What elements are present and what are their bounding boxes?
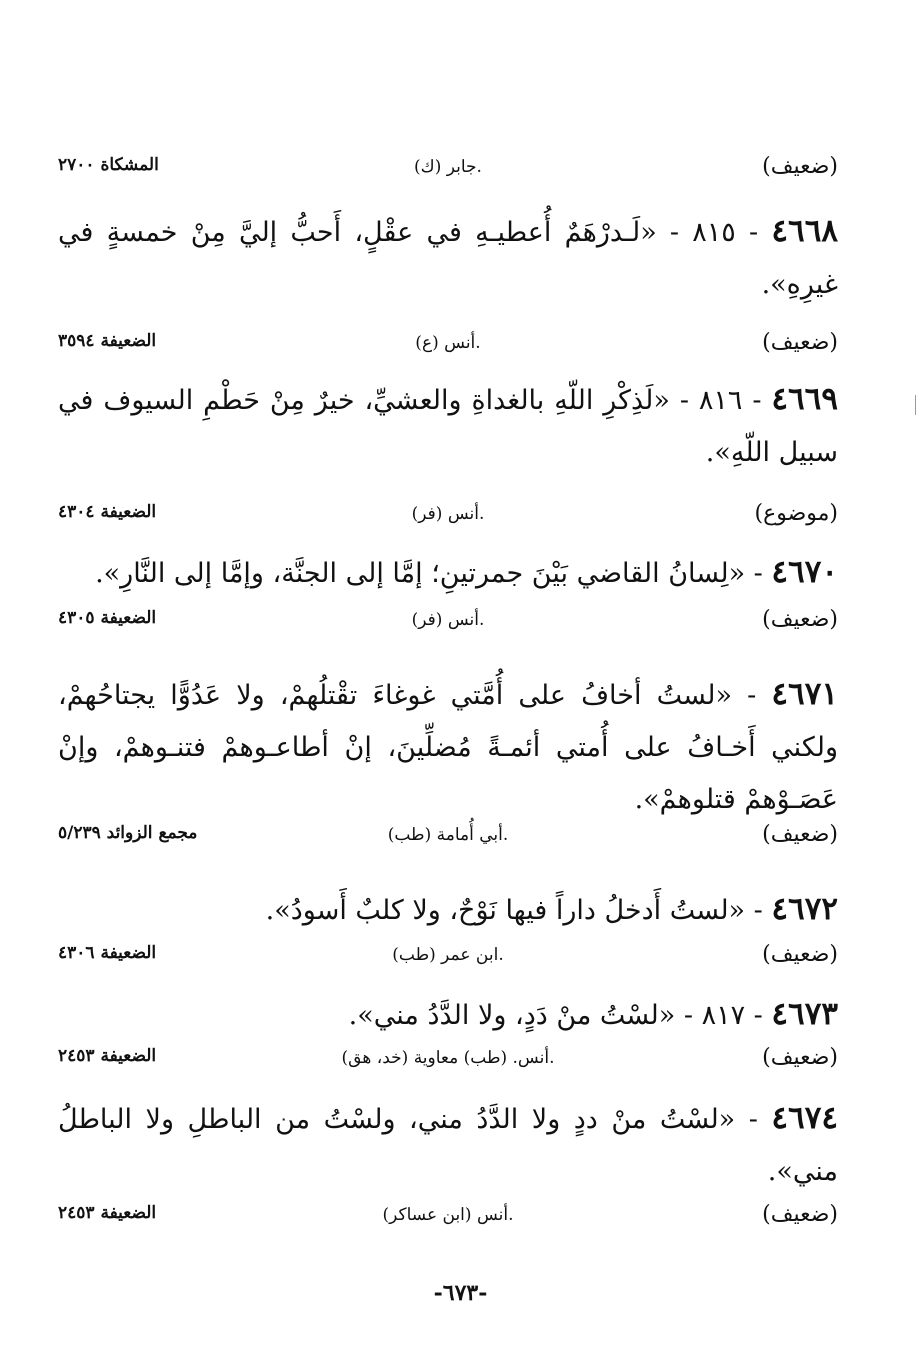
entry-meta (58, 603, 838, 643)
entry-meta (58, 150, 838, 190)
reference-label: الضعيفة ٢٤٥٣ (58, 1046, 157, 1066)
grade-label: (ضعيف) (762, 1202, 838, 1227)
margin-mark (915, 395, 916, 415)
hadith-text: - ٨١٦ - «لَذِكْرِ اللّهِ بالغداةِ والعشيِّ، خيرٌ مِنْ حَطْمِ السيوف في سبيل اللّهِ». (58, 385, 838, 468)
hadith-number: ٤٦٧٤ (771, 1100, 838, 1136)
source-label: (فر) أنس. (411, 504, 485, 524)
grade-label: (ضعيف) (762, 607, 838, 632)
hadith-entry (58, 988, 838, 1042)
hadith-text: - «لِسانُ القاضي بَيْنَ جمرتينِ؛ إمَّا إلى الجنَّة، وإمَّا إلى النَّارِ». (95, 558, 763, 589)
hadith-entry (58, 546, 838, 600)
entry-meta (58, 1041, 838, 1081)
hadith-entry (58, 205, 838, 311)
grade-label: (ضعيف) (762, 330, 838, 355)
hadith-entry (58, 373, 838, 479)
hadith-entry (58, 883, 838, 937)
entry-meta (58, 1198, 838, 1238)
source-label: (فر) أنس. (411, 610, 485, 630)
entry-meta (58, 938, 838, 978)
source-label: (ع) أنس. (415, 333, 481, 353)
hadith-number: ٤٦٧١ (771, 676, 838, 712)
hadith-text: - ٨١٧ - «لسْتُ منْ دَدٍ، ولا الدَّدُ مني». (348, 1000, 763, 1031)
source-label: (خد، هق) أنس. (طب) معاوية. (341, 1048, 555, 1068)
hadith-entry (58, 1092, 838, 1198)
hadith-text: - ٨١٥ - «لَـدرْهَمٌ أُعطيـهِ في عقْلٍ، أَحبُّ إليَّ مِنْ خمسةٍ في غيرِهِ». (58, 217, 838, 300)
hadith-text: - «لسْتُ منْ ددٍ ولا الدَّدُ مني، ولسْتُ من الباطلِ ولا الباطلُ مني». (58, 1104, 838, 1187)
grade-label: (موضوع) (754, 501, 838, 526)
grade-label: (ضعيف) (762, 154, 838, 179)
entry-meta (58, 326, 838, 366)
hadith-number: ٤٦٧٣ (771, 996, 838, 1032)
hadith-number: ٤٦٦٩ (771, 381, 838, 417)
grade-label: (ضعيف) (762, 822, 838, 847)
grade-label: (ضعيف) (762, 942, 838, 967)
source-label: (طب) ابن عمر. (392, 945, 504, 965)
reference-label: الضعيفة ٤٣٠٦ (58, 943, 157, 963)
grade-label: (ضعيف) (762, 1045, 838, 1070)
source-label: (ك) جابر. (414, 157, 482, 177)
hadith-number: ٤٦٦٨ (771, 213, 838, 249)
reference-label: الضعيفة ٣٥٩٤ (58, 331, 157, 351)
entry-meta (58, 497, 838, 537)
hadith-text: - «لستُ أَدخلُ داراً فيها نَوْحٌ، ولا كلبٌ أَسودُ». (265, 895, 763, 926)
reference-label: الضعيفة ٤٣٠٤ (58, 502, 157, 522)
reference-label: مجمع الزوائد ٥/٢٣٩ (58, 823, 198, 843)
source-label: (ابن عساكر) أنس. (382, 1205, 514, 1225)
reference-label: الضعيفة ٤٣٠٥ (58, 608, 157, 628)
page-number: -٦٧٣- (433, 1280, 488, 1306)
reference-label: الضعيفة ٢٤٥٣ (58, 1203, 157, 1223)
hadith-entry (58, 668, 838, 826)
entry-meta (58, 818, 838, 858)
source-label: (طب) أبي أُمامة. (387, 825, 509, 845)
hadith-number: ٤٦٧٢ (771, 891, 838, 927)
hadith-text: - «لستُ أخافُ على أُمَّتي غوغاءَ تقْتلُهمْ، ولا عَدُوًّا يجتاحُهمْ، ولكني أَخـافُ على أُمتي أئمـةً مُضلِّينَ، إنْ أطاعـوهمْ فتنـوهمْ، وإنْ عَصَـوْهمْ قتلوهمْ». (58, 680, 838, 815)
reference-label: المشكاة ٢٧٠٠ (58, 155, 159, 175)
hadith-number: ٤٦٧٠ (771, 554, 838, 590)
